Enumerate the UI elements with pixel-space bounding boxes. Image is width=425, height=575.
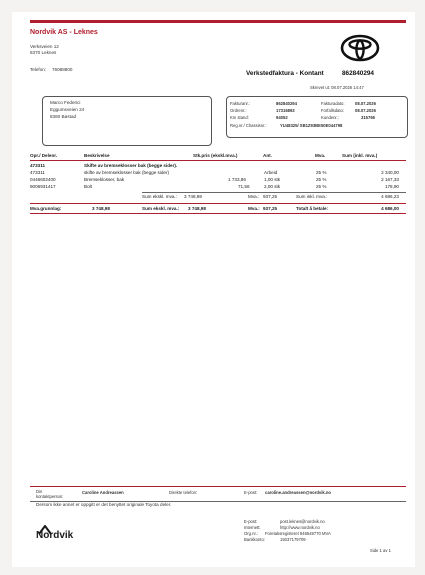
table-row-3-sum: 178,90 <box>384 184 399 189</box>
subtotal-ex-label: Sum ekskl. mva.: <box>142 194 177 199</box>
meta-due-label: Forfallsdato: <box>321 108 345 113</box>
totals-base-label: Mva.grunnlag: <box>30 206 62 211</box>
customer-postal: 8360 Bøstad <box>50 114 77 119</box>
totals-vat-label: Mva.: <box>248 206 260 211</box>
meta-due: 08.07.2026 <box>355 108 376 113</box>
section-code: 473311 <box>30 163 46 168</box>
totals-pay-label: Totalt å betale: <box>296 206 329 211</box>
totals-rule-bottom <box>30 213 406 214</box>
top-accent-bar <box>30 20 406 23</box>
customer-name: Marco Federici <box>50 100 81 105</box>
subtotal-vat: 937,25 <box>263 194 278 199</box>
table-row-1-sum: 2 340,00 <box>381 170 399 175</box>
footer-web: http://www.nordvik.no <box>280 525 320 530</box>
table-row-2-qty: 1,00 stk <box>264 177 281 182</box>
page-number: Side 1 av 1 <box>370 548 391 553</box>
contact-direct-label: Direkte telefon: <box>169 490 198 495</box>
company-name: Nordvik AS - Leknes <box>30 29 98 36</box>
meta-reg: YU48325/ SB1Z93BE50E044798 <box>280 123 343 128</box>
contact-rule-top <box>30 486 406 487</box>
table-row-2-desc: Bremseklosser, bak <box>84 177 125 182</box>
meta-reg-label: Reg.nr./ Chassisnr.: <box>230 123 267 128</box>
table-row-3-code: 9006931417 <box>30 184 56 189</box>
table-row-2-vat: 25 % <box>316 177 327 182</box>
nordvik-brand: Nordvik <box>36 530 74 541</box>
footer-org-label: Org.nr.: <box>244 531 258 536</box>
contact-email: caroline.andreassen@nordvik.no <box>265 490 331 495</box>
invoice-page <box>12 12 415 567</box>
meta-invoice-no-label: Fakturanr.: <box>230 101 251 106</box>
table-row-3-qty: 2,00 stk <box>264 184 281 189</box>
parts-notice: Dersom ikke annet er oppgitt er det benyttet originale Toyota deler. <box>36 502 172 507</box>
toyota-logo-icon <box>340 34 380 62</box>
totals-vat: 937,25 <box>263 206 278 211</box>
printed-timestamp: Skrevet ut: 08.07.2026 14:47 <box>310 85 364 90</box>
invoice-meta-box <box>226 96 408 138</box>
totals-ex-label: Sum ekskl. mva.: <box>142 206 180 211</box>
totals-pay: 4 686,00 <box>381 206 399 211</box>
footer-web-label: Internett: <box>244 525 261 530</box>
company-phone: 76088800 <box>52 67 73 72</box>
table-row-2-code: 0446602400 <box>30 177 56 182</box>
col-header-code: Opr./ Delenr. <box>30 153 58 158</box>
contact-email-label: E-post: <box>244 490 258 495</box>
meta-invoice-date: 08.07.2026 <box>355 101 376 106</box>
col-header-qty: Ant. <box>263 153 272 158</box>
customer-street: Eggumsveien 24 <box>50 107 85 112</box>
meta-invoice-no: 862840294 <box>276 101 297 106</box>
table-row-1-vat: 25 % <box>316 170 327 175</box>
customer-address-box <box>42 96 212 146</box>
company-street: Verksveien 12 <box>30 44 59 49</box>
invoice-number: 862840294 <box>342 70 374 77</box>
header-rule <box>30 160 406 161</box>
col-header-desc: Beskrivelse <box>84 153 110 158</box>
meta-km: 94052 <box>276 115 288 120</box>
invoice-title: Verkstedfaktura - Kontant <box>246 70 324 77</box>
table-row-2-sum: 2 167,33 <box>381 177 399 182</box>
table-row-3-vat: 25 % <box>316 184 327 189</box>
meta-order: 17316893 <box>276 108 295 113</box>
subtotal-vat-label: Mva.: <box>248 194 260 199</box>
meta-invoice-date-label: Fakturadato: <box>321 101 345 106</box>
subtotal-inc-label: Sum inkl. mva.: <box>296 194 328 199</box>
subtotal-rule <box>142 192 406 193</box>
footer-bank: 15037179709 <box>280 537 306 542</box>
col-header-vat: Mva. <box>315 153 326 158</box>
table-row-1-qty: Arbeid <box>264 170 278 175</box>
table-row-3-price: 71,56 <box>238 184 250 189</box>
totals-ex: 3 748,98 <box>188 206 206 211</box>
table-row-2-price: 1 733,86 <box>228 177 246 182</box>
contact-label-1: Din <box>36 489 43 494</box>
company-phone-label: Telefon: <box>30 67 47 72</box>
footer-bank-label: Bankkonto: <box>244 537 265 542</box>
table-row-1-desc: skifte av bremseklosser bak (begge sider) <box>84 170 170 175</box>
table-row-1-code: 473311 <box>30 170 45 175</box>
totals-rule-top <box>30 203 406 204</box>
totals-base: 3 748,98 <box>92 206 110 211</box>
footer-email: post.leknes@nordvik.no <box>280 519 325 524</box>
subtotal-ex: 3 748,98 <box>184 194 202 199</box>
col-header-sum: Sum (inkl. mva.) <box>342 153 378 158</box>
footer-email-label: E-post: <box>244 519 258 524</box>
table-row-3-desc: Bolt <box>84 184 92 189</box>
meta-order-label: Ordrenr.: <box>230 108 247 113</box>
footer-org: Foretaksregisteret 946549770 MVA <box>265 531 331 536</box>
company-postal: 8370 Leknes <box>30 50 57 55</box>
meta-customer-no: 315766 <box>361 115 375 120</box>
meta-km-label: Km stand: <box>230 115 249 120</box>
subtotal-inc: 4 686,23 <box>381 194 399 199</box>
meta-customer-label: Kundenr.: <box>321 115 339 120</box>
contact-person: Caroline Andreassen <box>82 490 124 495</box>
contact-label-2: kontaktperson: <box>36 494 64 499</box>
section-desc: Skifte av bremseklosser bak (begge sider). <box>84 163 178 168</box>
col-header-price: Stk.pris (ekskl.mva.) <box>193 153 238 158</box>
